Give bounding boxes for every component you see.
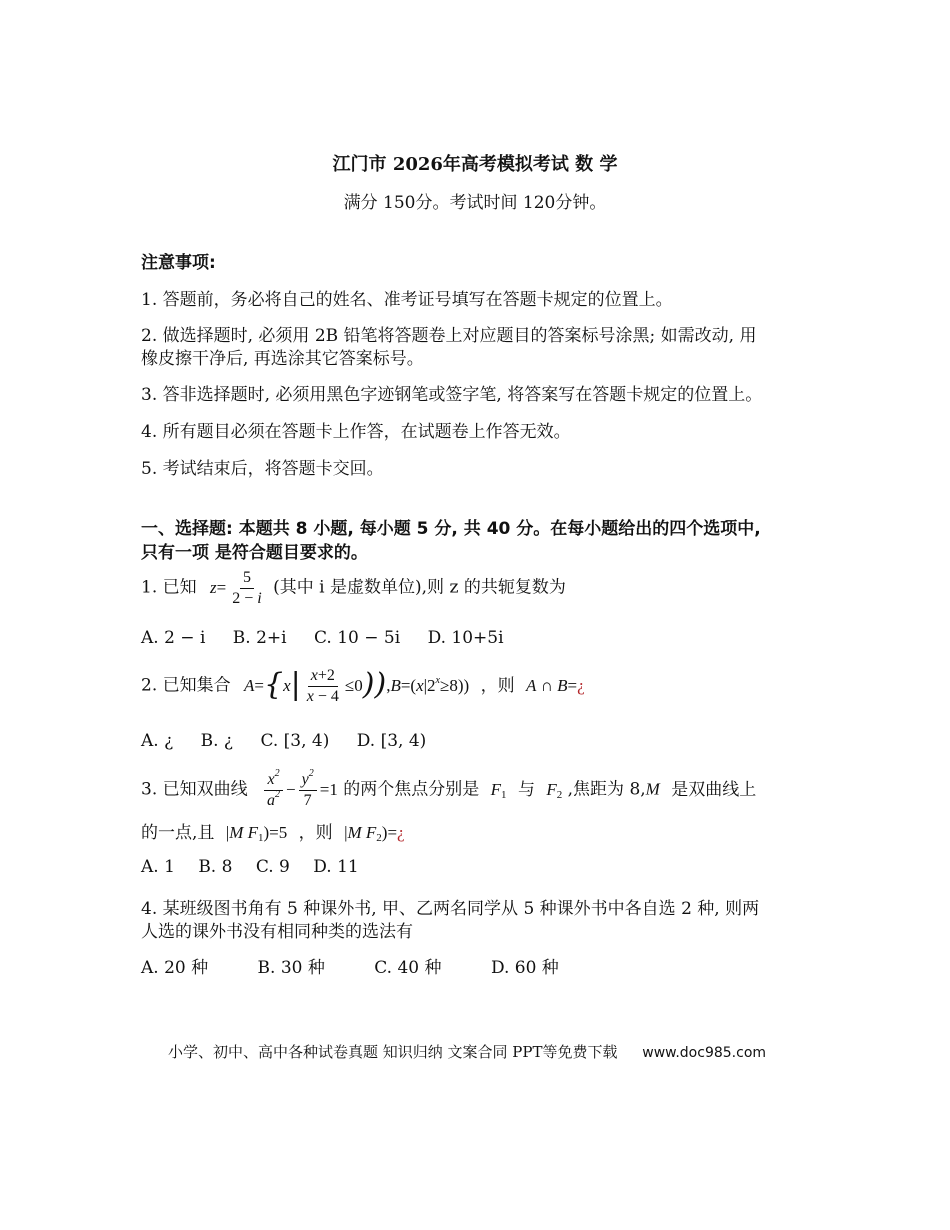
question-3-options xyxy=(141,857,359,877)
question-2-then: ，则 xyxy=(480,675,515,696)
option-3c: C. 9 xyxy=(255,857,290,877)
question-3 xyxy=(141,768,757,810)
question-2-options xyxy=(141,731,426,751)
question-3-then: ，则 xyxy=(298,823,333,843)
exam-subtitle: 满分 150分。考试时间 120分钟。 xyxy=(343,193,607,213)
page-footer xyxy=(168,1041,766,1062)
option-3d: D. 11 xyxy=(313,857,359,877)
question-2-prefix: 2. 已知集合 xyxy=(141,675,231,696)
question-1-prefix: 1. 已知 xyxy=(141,577,197,598)
question-1-options xyxy=(141,628,504,648)
footer-text: 小学、初中、高中各种试卷真题 知识归纳 文案合同 PPT等免费下载 xyxy=(168,1043,618,1061)
option-2b: B. ¿ xyxy=(200,731,234,751)
option-3b: B. 8 xyxy=(198,857,233,877)
option-1b: B. 2+i xyxy=(232,628,287,648)
question-3-and: 与 xyxy=(517,779,535,800)
notice-item-2: 2. 做选择题时, 必须用 2B 铅笔将答题卷上对应题目的答案标号涂黑; 如需改动, 用 xyxy=(141,326,757,346)
option-4c: C. 40 种 xyxy=(374,958,442,978)
question-3-prefix: 3. 已知双曲线 xyxy=(141,779,248,800)
question-2-target: A ∩ B=¿ xyxy=(525,675,585,695)
notice-item-5: 5. 考试结束后，将答题卡交回。 xyxy=(141,459,384,479)
notice-item-1: 1. 答题前，务必将自己的姓名、准考证号填写在答题卡规定的位置上。 xyxy=(141,290,673,310)
mf1-expression: |M F1)=5 xyxy=(225,823,288,844)
question-3-line2-prefix: 的一点,且 xyxy=(141,823,215,843)
option-4b: B. 30 种 xyxy=(257,958,325,978)
option-1c: C. 10 − 5i xyxy=(314,628,401,648)
notice-item-2-cont: 橡皮擦干净后, 再选涂其它答案标号。 xyxy=(141,349,424,369)
focus-f2: F2 xyxy=(546,779,563,801)
question-4-options xyxy=(141,953,559,978)
section1-heading-cont: 只有一项 是符合题目要求的。 xyxy=(141,543,368,563)
question-3-tail: 是双曲线上 xyxy=(671,779,757,800)
notice-heading: 注意事项: xyxy=(141,253,216,273)
exam-title: 江门市 2026年高考模拟考试 数 学 xyxy=(332,154,618,175)
notice-item-4: 4. 所有题目必须在答题卡上作答，在试题卷上作答无效。 xyxy=(141,422,571,442)
option-2d: D. [3, 4) xyxy=(356,731,427,751)
question-4: 4. 某班级图书角有 5 种课外书, 甲、乙两名同学从 5 种课外书中各自选 2 种, 则两 xyxy=(141,899,760,919)
option-1a: A. 2 − i xyxy=(141,628,206,648)
question-4-cont: 人选的课外书没有相同种类的选法有 xyxy=(141,922,413,942)
question-1 xyxy=(141,570,566,608)
question-3-mid: 的两个焦点分别是 xyxy=(343,779,480,800)
notice-item-3: 3. 答非选择题时, 必须用黑色字迹钢笔或签字笔, 将答案写在答题卡规定的位置上。 xyxy=(141,385,763,405)
option-2c: C. [3, 4) xyxy=(260,731,330,751)
section1-heading: 一、选择题: 本题共 8 小题, 每小题 5 分, 共 40 分。在每小题给出的四个选项中, xyxy=(141,519,761,539)
focus-f1: F1 xyxy=(490,779,507,801)
question-3-formula: $\frac{x^2}{a^2}$ − $\frac{y^2}{7}$ =1 xyxy=(261,780,338,799)
question-3-line2 xyxy=(141,818,405,843)
point-m: M xyxy=(645,779,660,799)
option-1d: D. 10+5i xyxy=(427,628,504,648)
mf2-expression: |M F2)=¿ xyxy=(344,823,405,844)
question-2 xyxy=(141,668,585,706)
option-2a: A. ¿ xyxy=(141,731,174,751)
question-1-formula: z= $\frac{5}{2 - i}$ xyxy=(210,569,262,607)
option-4a: A. 20 种 xyxy=(141,958,209,978)
footer-url[interactable]: www.doc985.com xyxy=(642,1045,767,1061)
option-4d: D. 60 种 xyxy=(490,958,559,978)
option-3a: A. 1 xyxy=(141,857,175,877)
question-1-suffix: (其中 i 是虚数单位),则 z 的共轭复数为 xyxy=(273,577,566,598)
question-3-focal: ,焦距为 8, xyxy=(567,779,646,800)
question-2-formula: A={x| $\frac{x+2}{x - 4}$ $\le 0)),B=(x|2^x\ge 8)$) xyxy=(244,666,470,705)
